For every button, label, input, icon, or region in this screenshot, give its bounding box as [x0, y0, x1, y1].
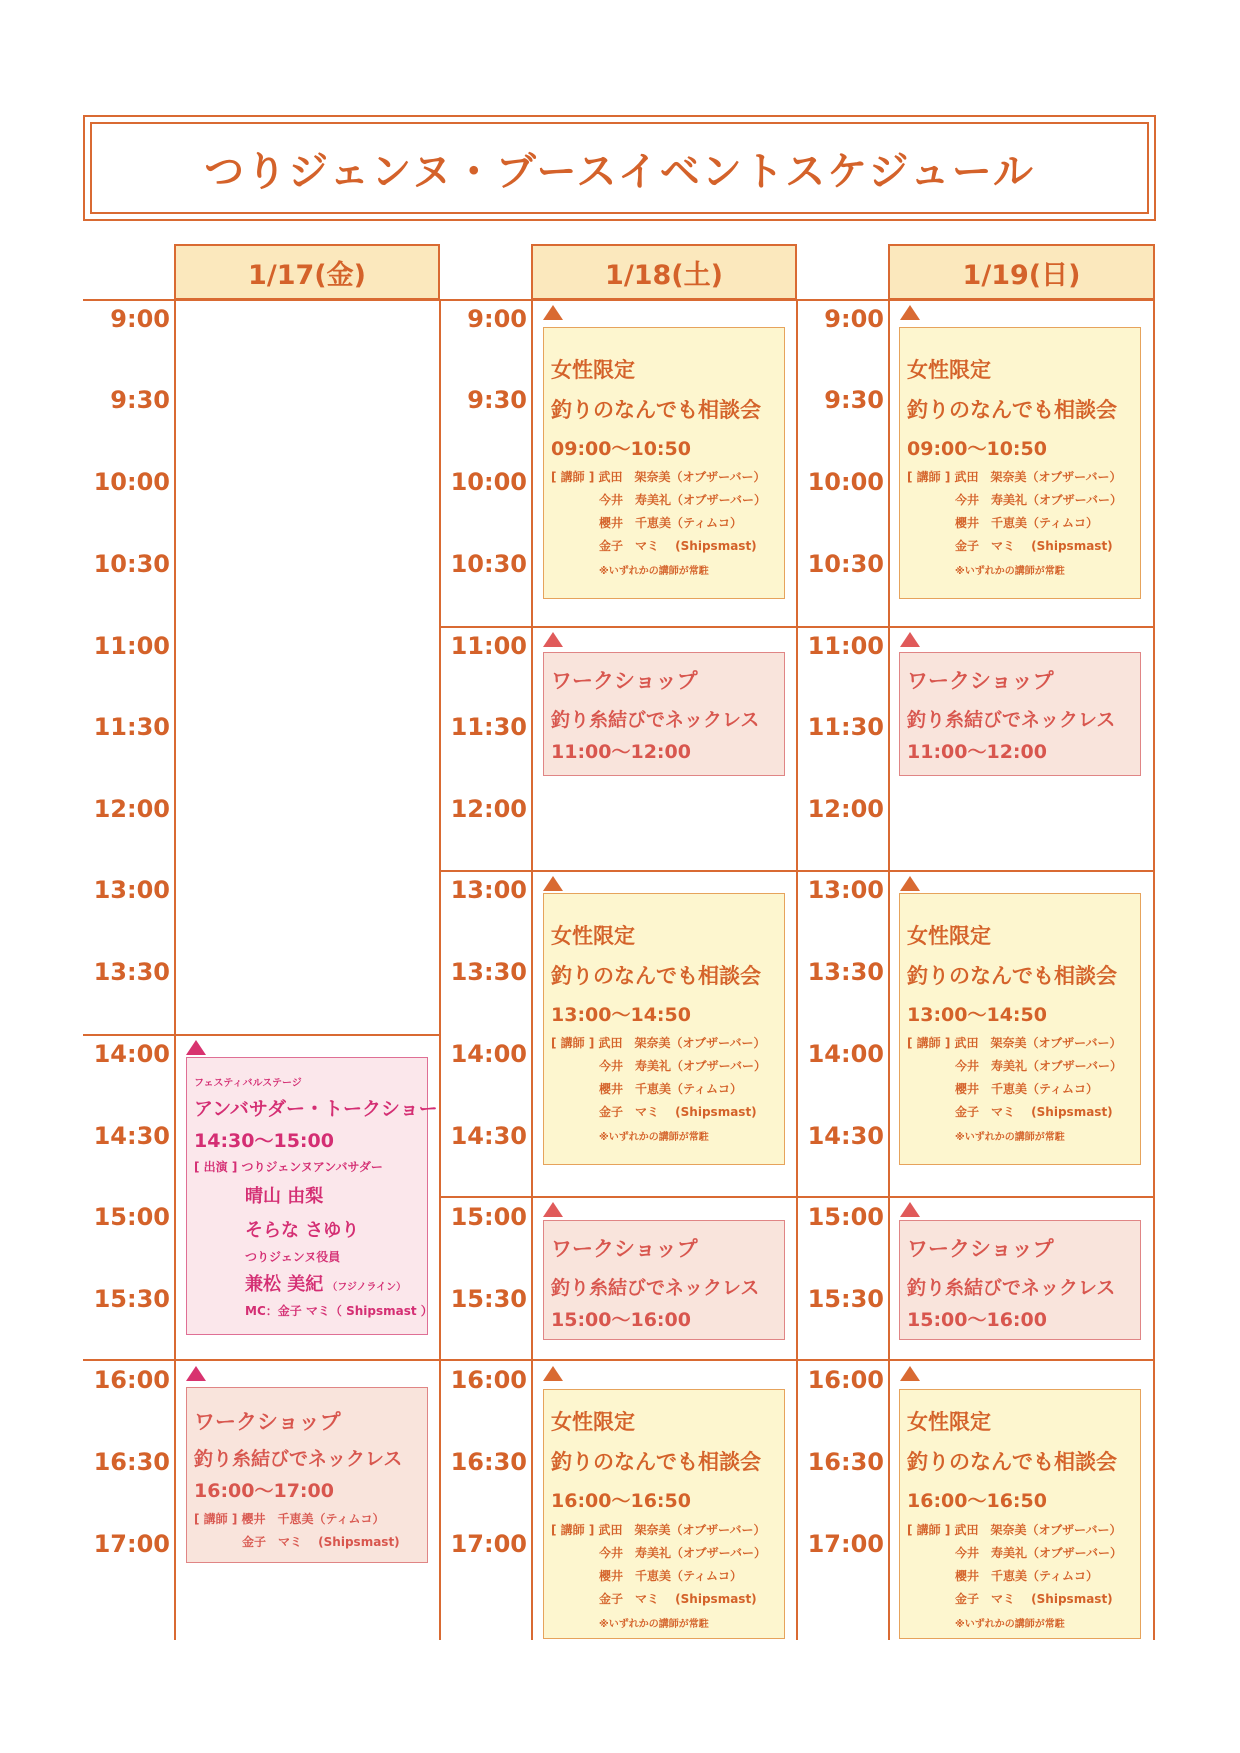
- event-label: 女性限定: [907, 1410, 991, 1434]
- event-time: 13:00〜14:50: [907, 1004, 1047, 1026]
- time-label: 9:00: [467, 305, 527, 333]
- time-label: 10:30: [93, 550, 170, 578]
- lecturer-line: 金子 マミ (Shipsmast): [955, 1592, 1113, 1606]
- time-label: 16:00: [807, 1366, 884, 1394]
- event-time: 11:00〜12:00: [907, 741, 1047, 763]
- time-label: 11:00: [450, 632, 527, 660]
- time-label: 16:30: [93, 1448, 170, 1476]
- time-label: 16:30: [450, 1448, 527, 1476]
- time-label: 9:00: [110, 305, 170, 333]
- lecturer-line: 金子 マミ (Shipsmast): [955, 1105, 1113, 1119]
- triangle-marker-icon: [543, 305, 563, 320]
- lecturer-line: 櫻井 千恵美（ティムコ）: [599, 1569, 743, 1583]
- time-label: 10:00: [807, 468, 884, 496]
- time-label: 17:00: [93, 1530, 170, 1558]
- event-label: ワークショップ: [551, 669, 698, 693]
- time-label: 13:30: [807, 958, 884, 986]
- time-label: 13:00: [450, 876, 527, 904]
- time-label: 14:00: [807, 1040, 884, 1068]
- time-label: 15:00: [807, 1203, 884, 1231]
- triangle-marker-icon: [543, 1366, 563, 1381]
- event-label: ワークショップ: [194, 1410, 341, 1434]
- time-label: 16:00: [450, 1366, 527, 1394]
- lecturer-line: 櫻井 千恵美（ティムコ）: [955, 516, 1099, 530]
- time-label: 16:30: [807, 1448, 884, 1476]
- consult-event-card: [899, 1389, 1141, 1639]
- event-label: 女性限定: [551, 924, 635, 948]
- grid-line: [83, 1359, 1155, 1361]
- time-label: 13:30: [93, 958, 170, 986]
- cast-name: [245, 1270, 406, 1296]
- lecturer-line: [ 講師 ] 武田 架奈美（オブザーバー）: [907, 470, 1122, 484]
- lecturer-line: 今井 寿美礼（オブザーバー）: [955, 1059, 1123, 1073]
- day-header-fri: 1/17(金): [174, 244, 440, 300]
- page-title: つりジェンヌ・ブースイベントスケジュール: [204, 148, 1035, 195]
- lecturer-line: [ 講師 ] 櫻井 千恵美（ティムコ）: [194, 1512, 385, 1526]
- event-label: 女性限定: [907, 924, 991, 948]
- triangle-marker-icon: [900, 305, 920, 320]
- cast-org: （フジノライン）: [327, 1282, 407, 1293]
- consult-event-card: [543, 893, 785, 1165]
- event-title: アンバサダー・トークショー: [194, 1098, 438, 1120]
- time-label: 15:30: [450, 1285, 527, 1313]
- event-time: 15:00〜16:00: [907, 1309, 1047, 1331]
- workshop-event-card: [899, 1220, 1141, 1340]
- event-title: 釣りのなんでも相談会: [551, 398, 761, 422]
- time-label: 14:30: [807, 1122, 884, 1150]
- grid-line: [439, 1196, 1155, 1198]
- lecturer-line: 金子 マミ (Shipsmast): [599, 1105, 757, 1119]
- lecturer-line: 櫻井 千恵美（ティムコ）: [599, 1082, 743, 1096]
- time-label: 16:00: [93, 1366, 170, 1394]
- grid-line: [439, 870, 1155, 872]
- time-label: 13:30: [450, 958, 527, 986]
- lecturer-line: 今井 寿美礼（オブザーバー）: [955, 493, 1123, 507]
- event-title: 釣り糸結びでネックレス: [194, 1448, 403, 1470]
- grid-line: [531, 300, 533, 1640]
- workshop-event-card: [899, 652, 1141, 776]
- event-title: 釣りのなんでも相談会: [907, 1450, 1117, 1474]
- lecturer-line: 今井 寿美礼（オブザーバー）: [599, 1059, 767, 1073]
- event-title: 釣り糸結びでネックレス: [551, 1277, 760, 1299]
- triangle-marker-icon: [186, 1366, 206, 1381]
- triangle-marker-icon: [900, 632, 920, 647]
- mc-label: MC：金子 マミ（ Shipsmast ）: [245, 1304, 433, 1318]
- lecturer-line: [ 講師 ] 武田 架奈美（オブザーバー）: [551, 1523, 766, 1537]
- note: ※いずれかの講師が常駐: [599, 1619, 709, 1630]
- time-label: 12:00: [807, 795, 884, 823]
- cast-name-text: 兼松 美紀: [245, 1274, 324, 1295]
- consult-event-card: [899, 893, 1141, 1165]
- event-time: 14:30〜15:00: [194, 1130, 334, 1152]
- time-label: 14:30: [93, 1122, 170, 1150]
- workshop-event-card: [543, 652, 785, 776]
- time-label: 13:00: [93, 876, 170, 904]
- time-label: 11:00: [93, 632, 170, 660]
- event-time: 09:00〜10:50: [551, 438, 691, 460]
- triangle-marker-icon: [900, 876, 920, 891]
- event-title: 釣りのなんでも相談会: [551, 964, 761, 988]
- time-label: 11:30: [450, 713, 527, 741]
- event-time: 16:00〜16:50: [907, 1490, 1047, 1512]
- title-frame: [83, 115, 1156, 221]
- event-time: 13:00〜14:50: [551, 1004, 691, 1026]
- note: ※いずれかの講師が常駐: [955, 566, 1065, 577]
- lecturer-line: 今井 寿美礼（オブザーバー）: [599, 1546, 767, 1560]
- consult-event-card: [543, 1389, 785, 1639]
- lecturer-line: [ 講師 ] 武田 架奈美（オブザーバー）: [551, 1036, 766, 1050]
- lecturer-line: 金子 マミ (Shipsmast): [599, 1592, 757, 1606]
- time-label: 15:00: [450, 1203, 527, 1231]
- talkshow-event-card: [186, 1057, 438, 1335]
- workshop-event-card: [186, 1387, 428, 1563]
- triangle-marker-icon: [900, 1366, 920, 1381]
- lecturer-line: [ 講師 ] 武田 架奈美（オブザーバー）: [907, 1523, 1122, 1537]
- time-label: 9:30: [110, 386, 170, 414]
- triangle-marker-icon: [543, 1202, 563, 1217]
- lecturer-line: 金子 マミ (Shipsmast): [599, 539, 757, 553]
- event-title: 釣りのなんでも相談会: [907, 964, 1117, 988]
- lecturer-line: [ 講師 ] 武田 架奈美（オブザーバー）: [551, 470, 766, 484]
- lecturer-line: 今井 寿美礼（オブザーバー）: [599, 493, 767, 507]
- event-label: 女性限定: [551, 1410, 635, 1434]
- time-label: 14:00: [93, 1040, 170, 1068]
- grid-line: [888, 300, 890, 1640]
- triangle-marker-icon: [543, 876, 563, 891]
- event-title: 釣りのなんでも相談会: [907, 398, 1117, 422]
- note: ※いずれかの講師が常駐: [599, 566, 709, 577]
- time-label: 14:30: [450, 1122, 527, 1150]
- note: ※いずれかの講師が常駐: [955, 1619, 1065, 1630]
- day-header-sun: 1/19(日): [888, 244, 1155, 300]
- workshop-event-card: [543, 1220, 785, 1340]
- time-label: 12:00: [450, 795, 527, 823]
- time-label: 9:30: [467, 386, 527, 414]
- cast-name: そらな さゆり: [245, 1220, 360, 1241]
- time-label: 10:00: [450, 468, 527, 496]
- time-label: 9:30: [824, 386, 884, 414]
- event-title: 釣り糸結びでネックレス: [907, 1277, 1116, 1299]
- time-label: 10:30: [450, 550, 527, 578]
- lecturer-line: 今井 寿美礼（オブザーバー）: [955, 1546, 1123, 1560]
- lecturer-line: 櫻井 千恵美（ティムコ）: [955, 1569, 1099, 1583]
- lecturer-line: 金子 マミ (Shipsmast): [955, 539, 1113, 553]
- event-title: 釣りのなんでも相談会: [551, 1450, 761, 1474]
- event-label: ワークショップ: [907, 1237, 1054, 1261]
- time-label: 11:00: [807, 632, 884, 660]
- note: ※いずれかの講師が常駐: [599, 1132, 709, 1143]
- time-label: 9:00: [824, 305, 884, 333]
- officer-label: つりジェンヌ役員: [245, 1250, 341, 1264]
- lecturer-line: [ 講師 ] 武田 架奈美（オブザーバー）: [907, 1036, 1122, 1050]
- time-label: 12:00: [93, 795, 170, 823]
- grid-line: [83, 1034, 440, 1036]
- time-label: 15:00: [93, 1203, 170, 1231]
- event-time: 11:00〜12:00: [551, 741, 691, 763]
- event-label: 女性限定: [551, 358, 635, 382]
- time-label: 15:30: [93, 1285, 170, 1313]
- event-title: 釣り糸結びでネックレス: [551, 709, 760, 731]
- time-label: 11:30: [93, 713, 170, 741]
- triangle-marker-icon: [186, 1040, 206, 1055]
- title-inner-frame: [90, 122, 1149, 214]
- consult-event-card: [543, 327, 785, 599]
- grid-line: [83, 299, 1155, 301]
- event-time: 15:00〜16:00: [551, 1309, 691, 1331]
- lecturer-line: 金子 マミ (Shipsmast): [242, 1535, 400, 1549]
- grid-line: [1153, 300, 1155, 1640]
- time-label: 17:00: [807, 1530, 884, 1558]
- cast-label: [ 出演 ] つりジェンヌアンバサダー: [194, 1160, 383, 1174]
- time-label: 15:30: [807, 1285, 884, 1313]
- day-header-sat: 1/18(土): [531, 244, 797, 300]
- event-time: 09:00〜10:50: [907, 438, 1047, 460]
- time-label: 10:30: [807, 550, 884, 578]
- event-time: 16:00〜17:00: [194, 1480, 334, 1502]
- note: ※いずれかの講師が常駐: [955, 1132, 1065, 1143]
- lecturer-line: 櫻井 千恵美（ティムコ）: [599, 516, 743, 530]
- triangle-marker-icon: [900, 1202, 920, 1217]
- event-label: ワークショップ: [907, 669, 1054, 693]
- grid-line: [439, 626, 1155, 628]
- stage-label: フェスティバルステージ: [194, 1078, 302, 1089]
- lecturer-line: 櫻井 千恵美（ティムコ）: [955, 1082, 1099, 1096]
- grid-line: [174, 300, 176, 1640]
- time-label: 11:30: [807, 713, 884, 741]
- time-label: 14:00: [450, 1040, 527, 1068]
- cast-name: 晴山 由梨: [245, 1186, 324, 1207]
- time-label: 10:00: [93, 468, 170, 496]
- event-label: ワークショップ: [551, 1237, 698, 1261]
- event-title: 釣り糸結びでネックレス: [907, 709, 1116, 731]
- consult-event-card: [899, 327, 1141, 599]
- time-label: 17:00: [450, 1530, 527, 1558]
- event-label: 女性限定: [907, 358, 991, 382]
- event-time: 16:00〜16:50: [551, 1490, 691, 1512]
- time-label: 13:00: [807, 876, 884, 904]
- triangle-marker-icon: [543, 632, 563, 647]
